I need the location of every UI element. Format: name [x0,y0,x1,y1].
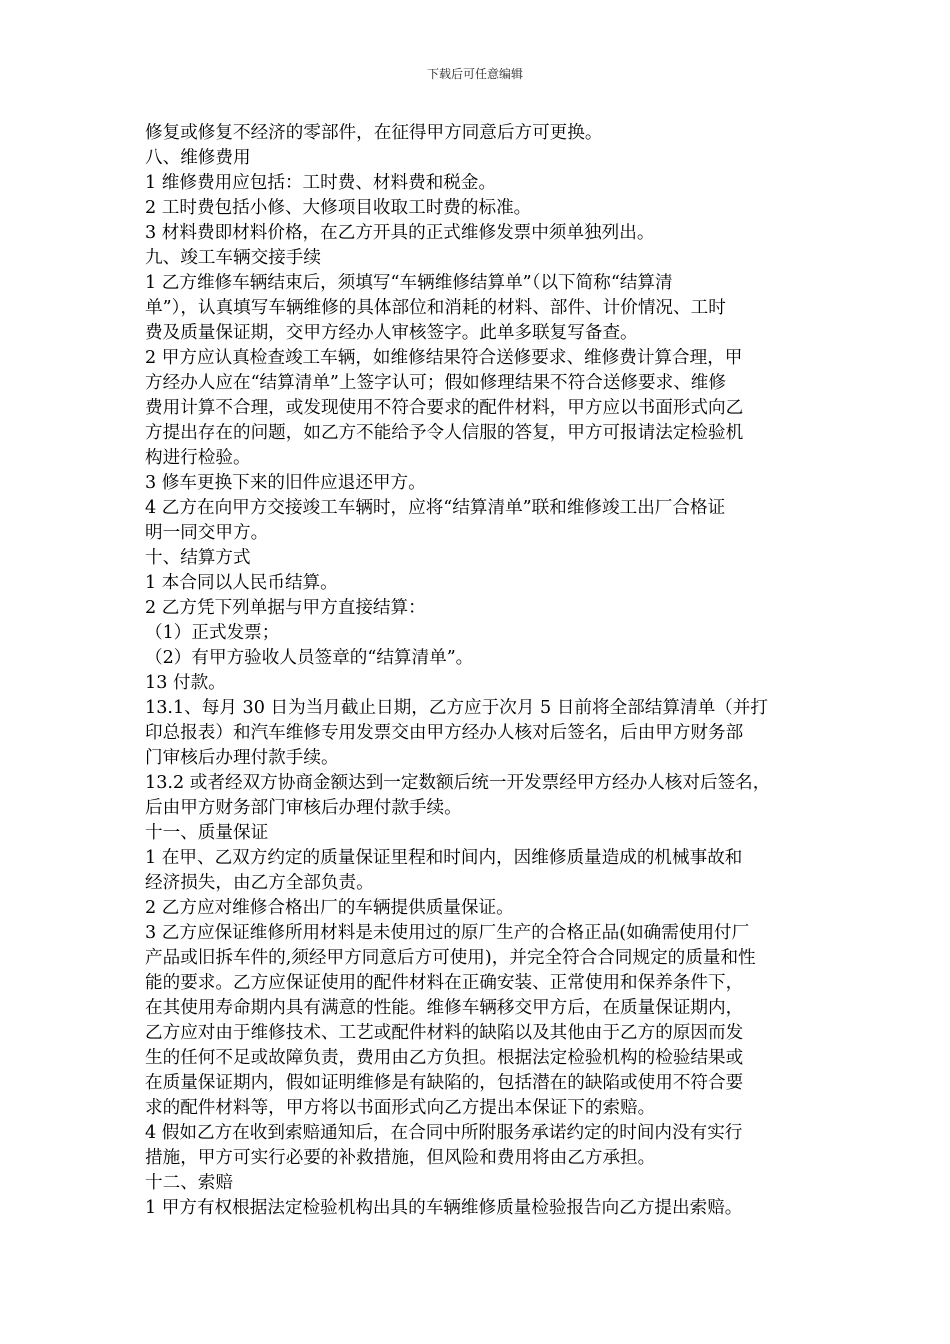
page-header: 下载后可任意编辑 [426,67,523,81]
text-line: 费及质量保证期，交甲方经办人审核签字。此单多联复写备查。 [145,323,638,343]
text-line: 13 付款。 [145,673,226,693]
text-line: 2 甲方应认真检查竣工车辆，如维修结果符合送修要求、维修费计算合理，甲 [145,348,743,368]
text-line: 在其使用寿命期内具有满意的性能。维修车辆移交甲方后，在质量保证期内， [145,998,744,1018]
text-line: 产品或旧拆车件的,须经甲方同意后方可使用)，并完全符合合同规定的质量和性 [145,948,756,968]
text-line: 经济损失，由乙方全部负责。 [145,873,374,893]
text-line: 门审核后办理付款手续。 [145,748,339,768]
text-line: 4 乙方在向甲方交接竣工车辆时，应将“结算清单”联和维修竣工出厂合格证 [145,498,726,518]
text-line: 13.2 或者经双方协商金额达到一定数额后统一开发票经甲方经办人核对后签名， [145,773,771,793]
text-line: 方提出存在的问题，如乙方不能给予令人信服的答复，甲方可报请法定检验机 [145,423,744,443]
text-line: 修复或修复不经济的零部件，在征得甲方同意后方可更换。 [145,123,603,143]
text-line: 构进行检验。 [145,448,251,468]
text-line: 4 假如乙方在收到索赔通知后，在合同中所附服务承诺约定的时间内没有实行 [145,1123,743,1143]
document-body [145,121,815,1221]
section-heading: 九、竣工车辆交接手续 [145,248,321,268]
text-line: （1）正式发票； [145,623,280,643]
text-line: 在质量保证期内，假如证明维修是有缺陷的，包括潜在的缺陷或使用不符合要 [145,1073,744,1093]
text-line: 印总报表）和汽车维修专用发票交由甲方经办人核对后签名，后由甲方财务部 [145,723,744,743]
section-heading: 十、结算方式 [145,548,251,568]
text-line: 3 修车更换下来的旧件应退还甲方。 [145,473,426,493]
text-line: 单”），认真填写车辆维修的具体部位和消耗的材料、部件、计价情况、工时 [145,298,726,318]
text-line: （2）有甲方验收人员签章的“结算清单”。 [145,648,474,668]
text-line: 1 维修费用应包括：工时费、材料费和税金。 [145,173,497,193]
section-heading: 十二、索赔 [145,1173,233,1193]
section-heading: 十一、质量保证 [145,823,269,843]
text-line: 2 工时费包括小修、大修项目收取工时费的标准。 [145,198,532,218]
text-line: 1 在甲、乙双方约定的质量保证里程和时间内，因维修质量造成的机械事故和 [145,848,743,868]
text-line: 3 乙方应保证维修所用材料是未使用过的原厂生产的合格正品(如确需使用付厂 [145,923,750,943]
text-line: 明一同交甲方。 [145,523,269,543]
text-line: 费用计算不合理，或发现使用不符合要求的配件材料，甲方应以书面形式向乙 [145,398,744,418]
text-line: 13.1、每月 30 日为当月截止日期，乙方应于次月 5 日前将全部结算清单（并打 [145,698,768,718]
text-line: 后由甲方财务部门审核后办理付款手续。 [145,798,462,818]
text-line: 2 乙方应对维修合格出厂的车辆提供质量保证。 [145,898,514,918]
text-line: 方经办人应在“结算清单”上签字认可；假如修理结果不符合送修要求、维修 [145,373,726,393]
text-line: 3 材料费即材料价格，在乙方开具的正式维修发票中须单独列出。 [145,223,655,243]
text-line: 生的任何不足或故障负责，费用由乙方负担。根据法定检验机构的检验结果或 [145,1048,744,1068]
text-line: 2 乙方凭下列单据与甲方直接结算： [145,598,426,618]
text-line: 1 本合同以人民币结算。 [145,573,338,593]
text-line: 求的配件材料等，甲方将以书面形式向乙方提出本保证下的索赔。 [145,1098,656,1118]
section-heading: 八、维修费用 [145,148,251,168]
text-line: 能的要求。乙方应保证使用的配件材料在正确安装、正常使用和保养条件下， [145,973,744,993]
text-line: 1 甲方有权根据法定检验机构出具的车辆维修质量检验报告向乙方提出索赔。 [145,1198,743,1218]
text-line: 措施，甲方可实行必要的补救措施，但风险和费用将由乙方承担。 [145,1148,656,1168]
text-line: 乙方应对由于维修技术、工艺或配件材料的缺陷以及其他由于乙方的原因而发 [145,1023,744,1043]
text-line: 1 乙方维修车辆结束后，须填写“车辆维修结算单”（以下简称“结算清 [145,273,673,293]
